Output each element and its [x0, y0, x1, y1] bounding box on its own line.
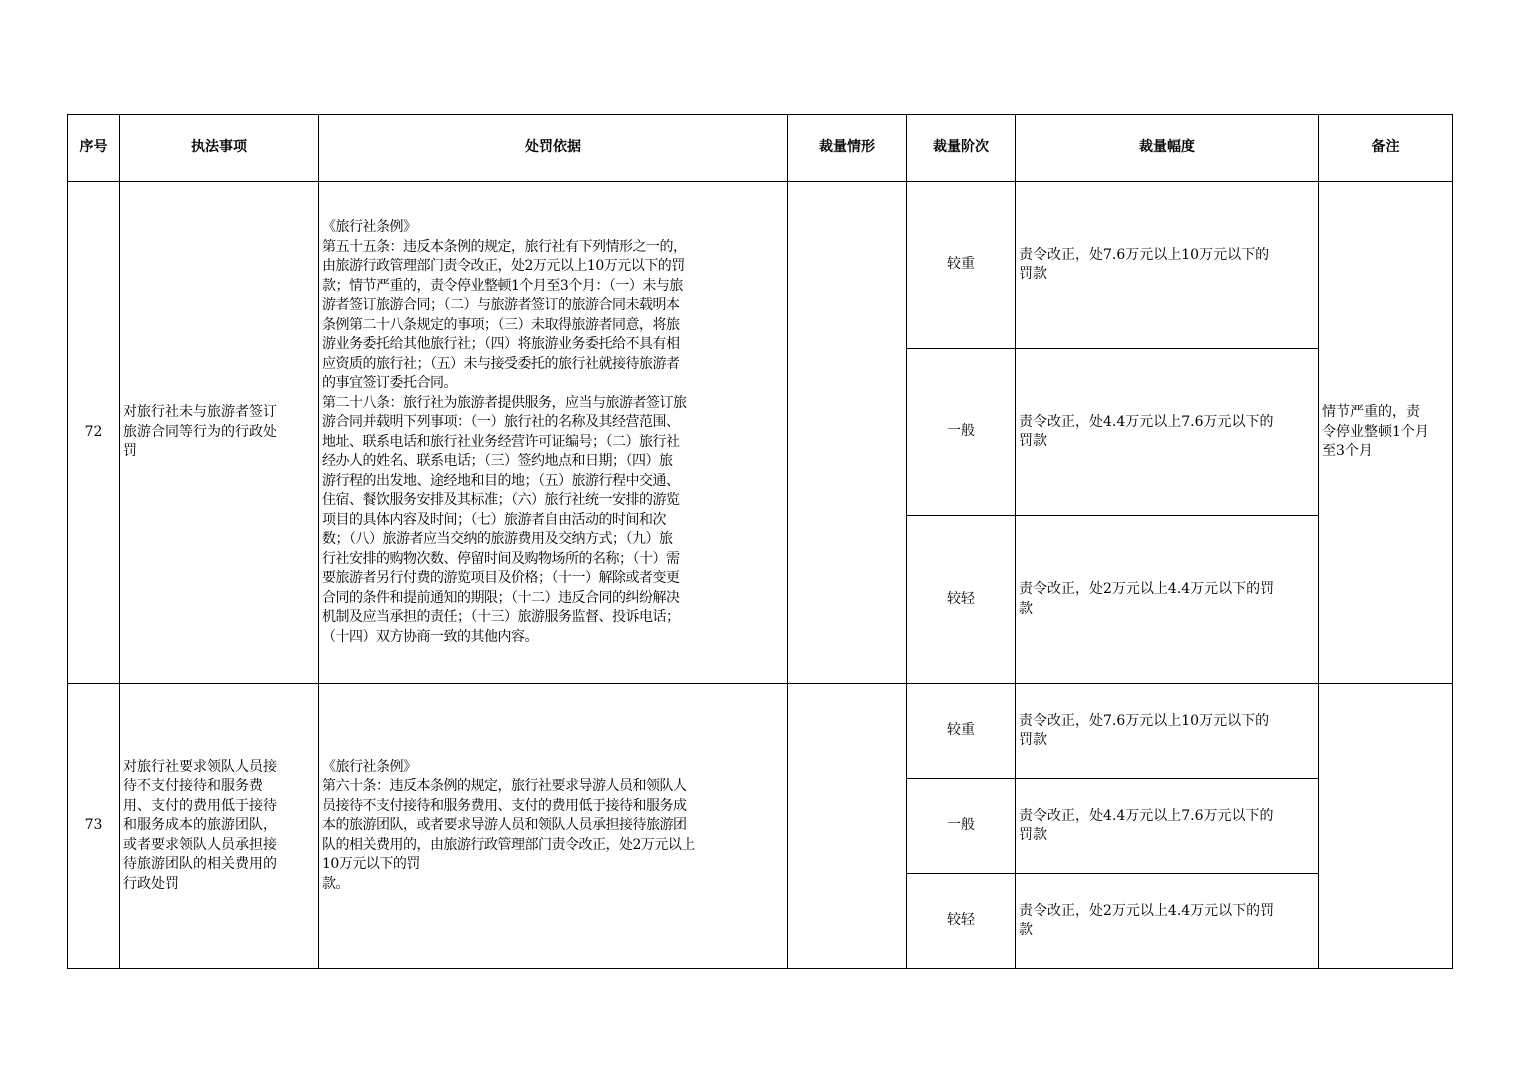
table-row: [68, 684, 1453, 779]
header-item: 执法事项: [120, 115, 319, 182]
table-row: [68, 182, 1453, 349]
header-range: 裁量幅度: [1016, 115, 1319, 182]
row-number: 72: [68, 182, 120, 684]
row-number: 73: [68, 684, 120, 969]
circumstance: [788, 182, 907, 684]
circumstance: [788, 684, 907, 969]
discretion-range: 责令改正，处2万元以上4.4万元以下的罚 款: [1016, 874, 1319, 969]
note: 情节严重的，责 令停业整顿1个月 至3个月: [1319, 182, 1453, 684]
discretion-table: [67, 114, 1453, 969]
penalty-basis: 《旅行社条例》 第六十条：违反本条例的规定，旅行社要求导游人员和领队人 员接待不支付接待和服务费用、支付的费用低于接待和服务成 本的旅游团队，或者要求导游人员和领队人员承担接待旅游团 队的相关费用的，由旅游行政管理部门责令改正，处2万元以上 10万元以下的罚 款。: [319, 684, 788, 969]
header-circumstance: 裁量情形: [788, 115, 907, 182]
discretion-range: 责令改正，处7.6万元以上10万元以下的 罚款: [1016, 182, 1319, 349]
note: [1319, 684, 1453, 969]
header-level: 裁量阶次: [907, 115, 1016, 182]
header-basis: 处罚依据: [319, 115, 788, 182]
header-row: [68, 115, 1453, 182]
discretion-range: 责令改正，处7.6万元以上10万元以下的 罚款: [1016, 684, 1319, 779]
enforcement-item: 对旅行社要求领队人员接 待不支付接待和服务费 用、支付的费用低于接待 和服务成本的旅游团队， 或者要求领队人员承担接 待旅游团队的相关费用的 行政处罚: [120, 684, 319, 969]
discretion-range: 责令改正，处4.4万元以上7.6万元以下的 罚款: [1016, 779, 1319, 874]
enforcement-item: 对旅行社未与旅游者签订 旅游合同等行为的行政处 罚: [120, 182, 319, 684]
discretion-level: 较轻: [907, 874, 1016, 969]
discretion-level: 一般: [907, 349, 1016, 516]
penalty-basis: 《旅行社条例》 第五十五条：违反本条例的规定，旅行社有下列情形之一的， 由旅游行政管理部门责令改正，处2万元以上10万元以下的罚 款；情节严重的，责令停业整顿1个月至3个月：（一）未与旅 游者签订旅游合同；（二）与旅游者签订的旅游合同未载明本 条例第二十八条规定的事项；（三）未取得旅游者同意，将旅 游业务委托给其他旅行社；（四）将旅游业务委托给不具有相 应资质的旅行社；（五）未与接受委托的旅行社就接待旅游者 的事宜签订委托合同。 第二十八条：旅行社为旅游者提供服务，应当与旅游者签订旅 游合同并载明下列事项：（一）旅行社的名称及其经营范围、 地址、联系电话和旅行社业务经营许可证编号；（二）旅行社 经办人的姓名、联系电话；（三）签约地点和日期；（四）旅 游行程的出发地、途经地和目的地；（五）旅游行程中交通、 住宿、餐饮服务安排及其标准；（六）旅行社统一安排的游览 项目的具体内容及时间；（七）旅游者自由活动的时间和次 数；（八）旅游者应当交纳的旅游费用及交纳方式；（九）旅 行社安排的购物次数、停留时间及购物场所的名称；（十）需 要旅游者另行付费的游览项目及价格；（十一）解除或者变更 合同的条件和提前通知的期限；（十二）违反合同的纠纷解决 机制及应当承担的责任；（十三）旅游服务监督、投诉电话； （十四）双方协商一致的其他内容。: [319, 182, 788, 684]
header-note: 备注: [1319, 115, 1453, 182]
discretion-range: 责令改正，处2万元以上4.4万元以下的罚 款: [1016, 516, 1319, 684]
discretion-level: 较重: [907, 684, 1016, 779]
discretion-level: 一般: [907, 779, 1016, 874]
discretion-range: 责令改正，处4.4万元以上7.6万元以下的 罚款: [1016, 349, 1319, 516]
discretion-level: 较重: [907, 182, 1016, 349]
header-no: 序号: [68, 115, 120, 182]
discretion-level: 较轻: [907, 516, 1016, 684]
